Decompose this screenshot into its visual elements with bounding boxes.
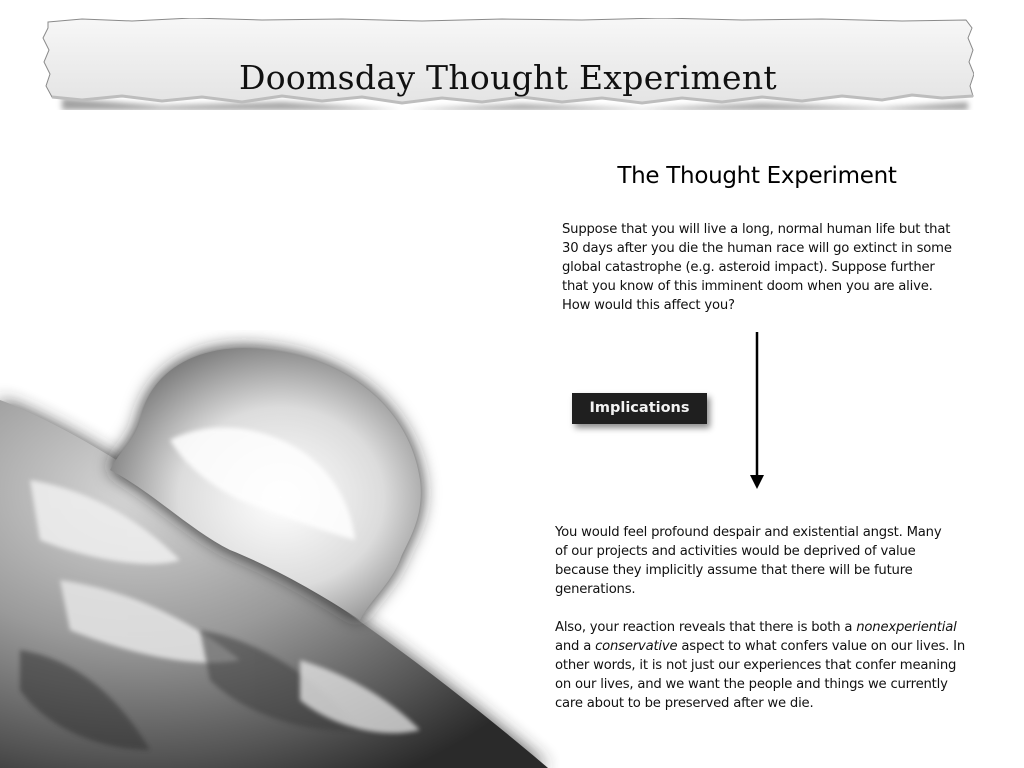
term-conservative: conservative xyxy=(595,639,678,654)
conclusion-text-part-1: Also, your reaction reveals that there is both a xyxy=(555,620,857,635)
page-title: Doomsday Thought Experiment xyxy=(239,58,777,97)
conclusion-paragraph xyxy=(555,618,965,713)
down-arrow-icon xyxy=(740,332,774,492)
conclusion-text-part-2: and a xyxy=(555,639,596,654)
setup-paragraph: Suppose that you will live a long, normal human life but that 30 days after you die the human race will go extinct in some global catastrophe (e.g. asteroid impact). Suppose further that you know of this imminent doom when you are alive. How would this affect you? xyxy=(562,222,952,313)
section-heading: The Thought Experiment xyxy=(617,163,897,189)
earth-impact-illustration xyxy=(0,330,560,768)
implications-label: Implications xyxy=(572,393,707,424)
conclusion-text-part-3: aspect to what confers value on our lives. In other words, it is not just our experiences that confer meaning on our lives, and we want the people and things we currently care about to be preserved after we die. xyxy=(555,639,966,711)
title-banner xyxy=(42,18,974,110)
term-nonexperiential: nonexperiential xyxy=(856,620,957,635)
effect-paragraph: You would feel profound despair and existential angst. Many of our projects and activities would be deprived of value because they implicitly assume that there will be future generations. xyxy=(555,525,942,597)
